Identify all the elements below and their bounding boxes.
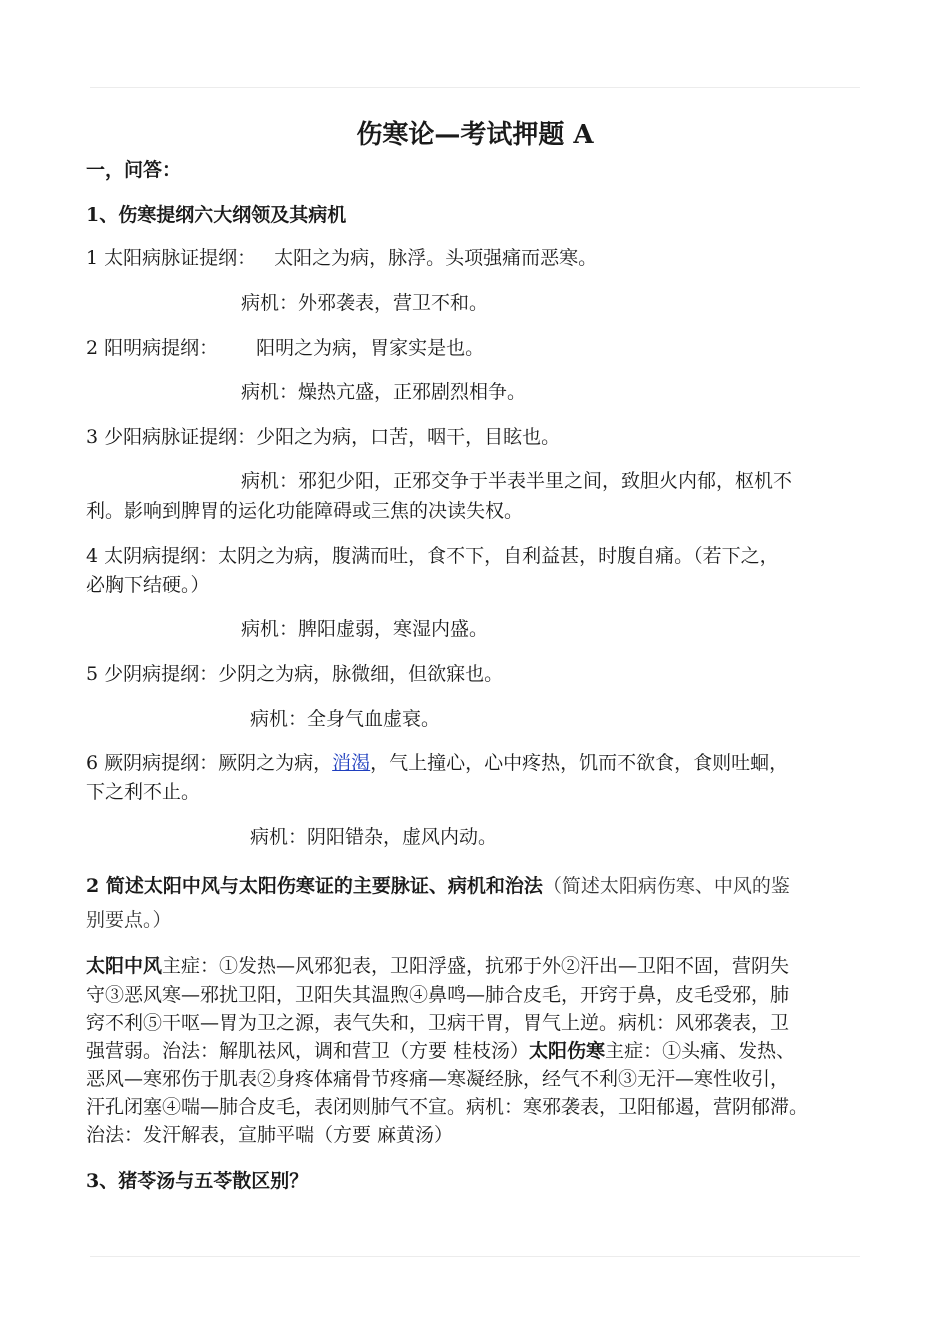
item-1-label: 1 太阳病脉证提纲：	[86, 247, 257, 269]
item-4	[86, 541, 779, 571]
item-5-text: 少阴之为病，脉微细，但欲寐也。	[218, 663, 504, 685]
item-3-text: 少阳之为病，口苦，咽干，目眩也。	[256, 426, 561, 448]
q2-body-line3: 窍不利⑤干呕—胃为卫之源，表气失和，卫病干胃，胃气上逆。病机：风邪袭表，卫	[86, 1012, 790, 1034]
item-5-mechanism: 病机：全身气血虚衰。	[250, 708, 441, 730]
item-2-mechanism: 病机：燥热亢盛，正邪剧烈相争。	[241, 381, 527, 403]
question-2-heading-bold: 2 简述太阳中风与太阳伤寒证的主要脉证、病机和治法	[86, 875, 543, 897]
item-6-mechanism: 病机：阴阳错杂，虚风内动。	[250, 826, 498, 848]
xiaoke-link[interactable]: 消渴	[332, 752, 371, 774]
item-5	[86, 659, 503, 689]
q2-body-line1	[86, 951, 789, 981]
q2-body-line7: 治法：发汗解表，宣肺平喘（方要 麻黄汤）	[86, 1124, 454, 1146]
item-3-mechanism-line2: 利。影响到脾胃的运化功能障碍或三焦的决读失权。	[86, 500, 524, 522]
q2-body-line1-text: 主症：①发热—风邪犯表，卫阳浮盛，抗邪于外②汗出—卫阳不固，营阴失	[162, 955, 790, 977]
item-4-mechanism: 病机：脾阳虚弱，寒湿内盛。	[241, 618, 489, 640]
item-3	[86, 422, 560, 452]
question-2-heading	[86, 871, 790, 901]
item-3-mechanism-line1: 病机：邪犯少阳，正邪交争于半表半里之间，致胆火内郁，枢机不	[241, 470, 793, 492]
item-6	[86, 748, 788, 778]
q2-body-line4-post: 主症：①头痛、发热、	[605, 1040, 796, 1062]
item-6-text-line2: 下之利不止。	[86, 781, 201, 803]
question-1-heading: 1、伤寒提纲六大纲领及其病机	[86, 204, 347, 226]
item-5-label: 5 少阴病提纲：	[86, 663, 219, 685]
item-6-label: 6 厥阴病提纲：	[86, 752, 219, 774]
question-3-heading: 3、猪苓汤与五苓散区别？	[86, 1170, 309, 1192]
taiyang-shanghan-label: 太阳伤寒	[529, 1040, 606, 1062]
footer-rule	[90, 1256, 860, 1257]
item-4-label: 4 太阴病提纲：	[86, 545, 219, 567]
item-6-text-post: ，气上撞心，心中疼热，饥而不欲食，食则吐蛔，	[370, 752, 789, 774]
item-1-mechanism: 病机：外邪袭表，营卫不和。	[241, 292, 489, 314]
q2-body-line4	[86, 1036, 795, 1066]
item-1	[86, 243, 597, 273]
q2-body-line6: 汗孔闭塞④喘—肺合皮毛，表闭则肺气不宣。病机：寒邪袭表，卫阳郁遏，营阴郁滞。	[86, 1096, 809, 1118]
item-1-text: 太阳之为病，脉浮。头项强痛而恶寒。	[274, 247, 598, 269]
item-4-text-line2: 必胸下结硬。）	[86, 574, 210, 596]
question-2-heading-note-line2: 别要点。）	[86, 909, 172, 931]
item-3-label: 3 少阳病脉证提纲：	[86, 426, 257, 448]
q2-body-line5: 恶风—寒邪伤于肌表②身疼体痛骨节疼痛—寒凝经脉，经气不利③无汗—寒性收引，	[86, 1068, 790, 1090]
taiyang-zhongfeng-label: 太阳中风	[86, 955, 163, 977]
item-6-text-pre: 厥阴之为病，	[218, 752, 333, 774]
q2-body-line4-pre: 强营弱。治法：解肌祛风，调和营卫（方要 桂枝汤）	[86, 1040, 530, 1062]
item-4-text-line1: 太阴之为病，腹满而吐，食不下，自利益甚，时腹自痛。（若下之，	[218, 545, 779, 567]
header-rule	[90, 87, 860, 88]
item-2-label: 2 阳明病提纲：	[86, 337, 219, 359]
page-title: 伤寒论—考试押题 A	[356, 120, 594, 150]
q2-body-line2: 守③恶风寒—邪扰卫阳，卫阳失其温煦④鼻鸣—肺合皮毛，开窍于鼻，皮毛受邪，肺	[86, 984, 790, 1006]
item-2-text: 阳明之为病，胃家实是也。	[256, 337, 485, 359]
question-2-heading-note: （简述太阳病伤寒、中风的鉴	[542, 875, 790, 897]
item-2	[86, 333, 484, 363]
section-heading: 一，问答：	[86, 159, 182, 181]
